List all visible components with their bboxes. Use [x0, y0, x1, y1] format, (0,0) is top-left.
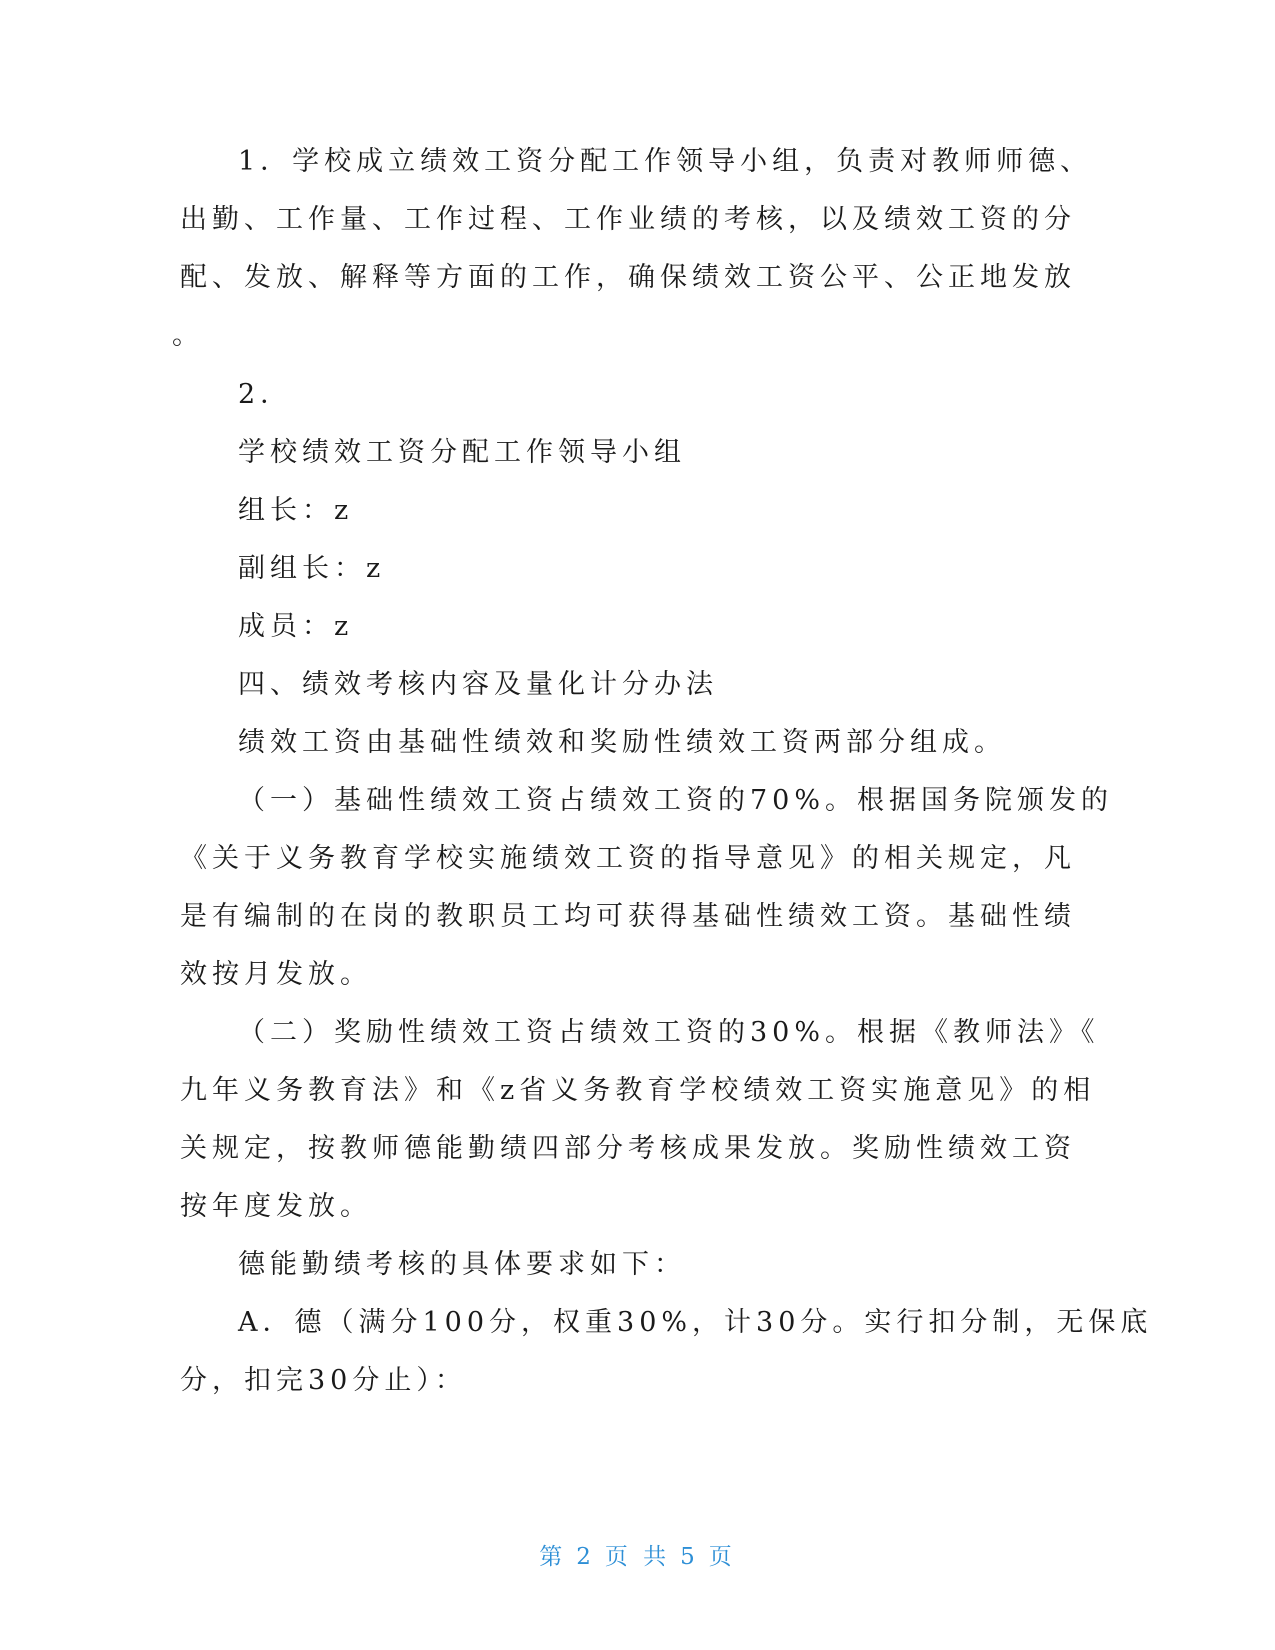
- paragraph-1-line-3: 配、发放、解释等方面的工作，确保绩效工资公平、公正地发放: [180, 262, 1076, 293]
- basic-pay-line-4: 效按月发放。: [180, 959, 372, 990]
- basic-pay-line-1: （一）基础性绩效工资占绩效工资的70%。根据国务院颁发的: [238, 785, 1114, 816]
- page-footer: [0, 1538, 1275, 1571]
- paragraph-1-line-2: 出勤、工作量、工作过程、工作业绩的考核，以及绩效工资的分: [180, 204, 1076, 235]
- current-page-number: 2: [576, 1544, 595, 1570]
- incentive-pay-line-1: （二）奖励性绩效工资占绩效工资的30%。根据《教师法》《: [238, 1017, 1100, 1048]
- group-leader: 组长：z: [238, 495, 354, 526]
- item-2-number: 2．: [238, 379, 293, 410]
- basic-pay-line-3: 是有编制的在岗的教职员工均可获得基础性绩效工资。基础性绩: [180, 901, 1076, 932]
- morality-line-2: 分，扣完30分止）：: [180, 1365, 467, 1396]
- footer-middle: 页 共: [604, 1544, 671, 1570]
- paragraph-1-line-1: 1．学校成立绩效工资分配工作领导小组，负责对教师师德、: [238, 146, 1093, 177]
- group-deputy-leader: 副组长：z: [238, 553, 386, 584]
- group-members: 成员：z: [238, 611, 354, 642]
- incentive-pay-line-2: 九年义务教育法》和《z省义务教育学校绩效工资实施意见》的相: [180, 1075, 1096, 1106]
- footer-prefix: 第: [539, 1544, 567, 1570]
- section-intro: 绩效工资由基础性绩效和奖励性绩效工资两部分组成。: [238, 727, 1006, 758]
- footer-suffix: 页: [708, 1544, 736, 1570]
- incentive-pay-line-3: 关规定，按教师德能勤绩四部分考核成果发放。奖励性绩效工资: [180, 1133, 1076, 1164]
- requirements-intro: 德能勤绩考核的具体要求如下：: [238, 1249, 686, 1280]
- morality-line-1: A．德（满分100分，权重30%，计30分。实行扣分制，无保底: [238, 1307, 1153, 1338]
- total-pages-number: 5: [680, 1544, 699, 1570]
- basic-pay-line-2: 《关于义务教育学校实施绩效工资的指导意见》的相关规定，凡: [180, 843, 1076, 874]
- paragraph-1-line-4: 。: [172, 320, 204, 351]
- incentive-pay-line-4: 按年度发放。: [180, 1191, 372, 1222]
- section-heading-4: 四、绩效考核内容及量化计分办法: [238, 669, 718, 700]
- group-title: 学校绩效工资分配工作领导小组: [238, 437, 686, 468]
